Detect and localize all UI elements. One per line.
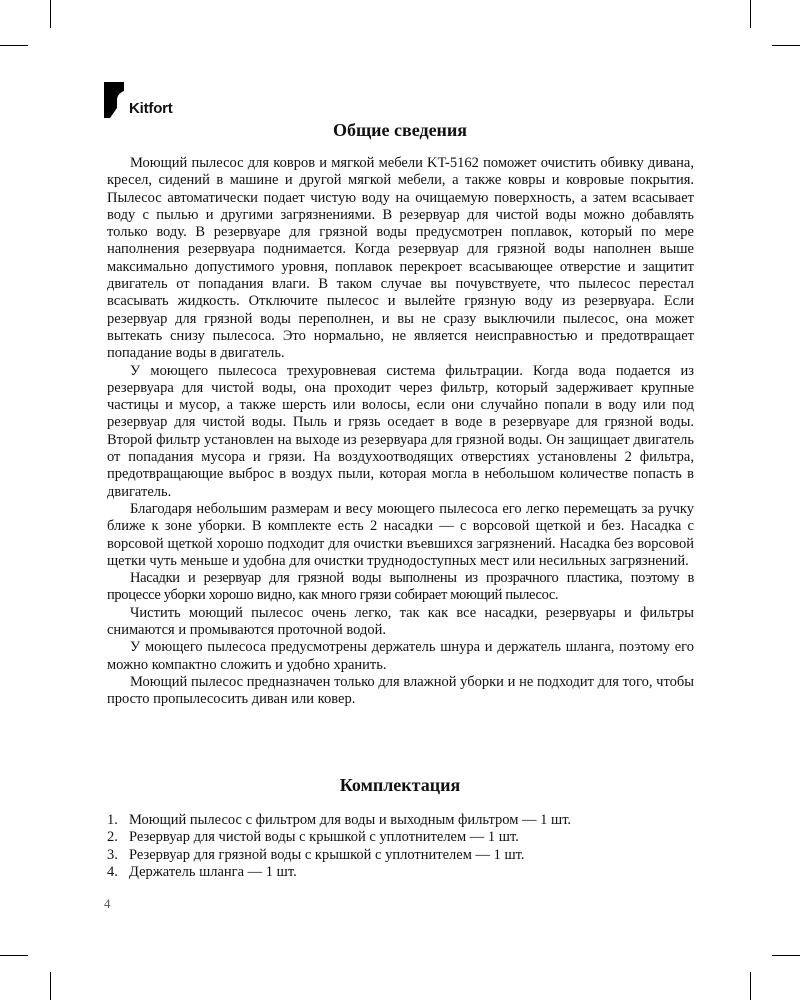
list-item-text: Резервуар для чистой воды с крышкой с уплотнителем — 1 шт. xyxy=(129,829,519,846)
list-item xyxy=(107,812,694,829)
crop-mark xyxy=(0,45,28,46)
list-item-text: Держатель шланга — 1 шт. xyxy=(129,863,297,880)
list-item-text: Моющий пылесос с фильтром для воды и выходным фильтром — 1 шт. xyxy=(129,812,572,828)
list-item-number: 3. xyxy=(107,846,118,863)
paragraph: Насадки и резервуар для грязной воды выполнены из прозрачного пластика, поэтому в процессе уборки хорошо видно, как много грязи собирает моющий пылесос. xyxy=(107,570,694,604)
general-info-text xyxy=(107,155,694,709)
crop-mark xyxy=(750,0,751,28)
kitfort-logo xyxy=(104,82,173,118)
section-title-general: Общие сведения xyxy=(332,120,468,140)
list-item xyxy=(107,847,694,864)
list-item-number: 4. xyxy=(107,863,118,880)
paragraph: Моющий пылесос для ковров и мягкой мебели KT-5162 поможет очистить обивку дивана, кресел, сидений в машине и другой мягкой мебели, а также ковры и ковровые покрытия. Пылесос автоматически подает чистую воду на очищаемую поверхность, а затем всасывает воду с пылью и другими загрязнениями. В резервуар для чистой воды можно добавлять только воду. В резервуаре для грязной воды предусмотрен поплавок, который по мере наполнения резервуара поднимается. Когда резервуар для грязной воды наполнен выше максимально допустимого уровня, поплавок перекроет всасывающее отверстие и защитит двигатель от попадания влаги. В таком случае вы почувствуете, что пылесос перестал всасывать жидкость. Отключите пылесос и вылейте грязную воду из резервуара. Если резервуар для грязной воды переполнен, и вы не сразу выключили пылесос, она может вытекать снизу пылесоса. Это нормально, не является неисправностью и предотвращает попадание воды в двигатель. xyxy=(107,155,694,362)
paragraph: Моющий пылесос предназначен только для влажной уборки и не подходит для того, чтобы просто пропылесосить диван или ковер. xyxy=(107,673,694,708)
list-item-number: 1. xyxy=(107,812,118,828)
list-item xyxy=(107,864,694,881)
crop-mark xyxy=(772,45,800,46)
paragraph: У моющего пылесоса предусмотрены держатель шнура и держатель шланга, поэтому его можно компактно сложить и удобно хранить. xyxy=(107,639,694,673)
list-item-number: 2. xyxy=(107,829,118,846)
paragraph: У моющего пылесоса трехуровневая система фильтрации. Когда вода подается из резервуара для чистой воды, она проходит через фильтр, который задерживает крупные частицы и мусор, а также шерсть или волосы, если они случайно попали в воду или под резервуар для чистой воды. Пыль и грязь оседает в воде в резервуаре для грязной воды. Второй фильтр установлен на выходе из резервуара для грязной воды. Он защищает двигатель от попадания мусора и грязи. На воздухоотводящих отверстиях установлены 2 фильтра, предотвращающие выброс в воздух пыли, которая могла в небольшом количестве попасть в двигатель. xyxy=(107,362,694,500)
crop-mark xyxy=(50,972,51,1000)
crop-mark xyxy=(772,955,800,956)
list-item-text: Резервуар для грязной воды с крышкой с уплотнителем — 1 шт. xyxy=(129,846,525,863)
kitfort-logo-icon xyxy=(104,82,126,118)
page-number: 4 xyxy=(104,896,111,911)
paragraph: Благодаря небольшим размерам и весу моющего пылесоса его легко перемещать за ручку ближе к зоне уборки. В комплекте есть 2 насадки — с ворсовой щеткой и без. Насадка с ворсовой щеткой хорошо подходит для очистки въевшихся загрязнений. Насадка без ворсовой щетки чуть меньше и удобна для очистки труднодоступных мест или несильных загрязнений. xyxy=(107,500,694,569)
crop-mark xyxy=(50,0,51,28)
crop-mark xyxy=(0,955,28,956)
package-list xyxy=(107,812,694,881)
brand-name: Kitfort xyxy=(129,100,173,117)
section-title-package: Комплектация xyxy=(339,775,461,795)
crop-mark xyxy=(750,972,751,1000)
paragraph: Чистить моющий пылесос очень легко, так как все насадки, резервуары и фильтры снимаются и промываются проточной водой. xyxy=(107,604,694,639)
list-item xyxy=(107,829,694,846)
